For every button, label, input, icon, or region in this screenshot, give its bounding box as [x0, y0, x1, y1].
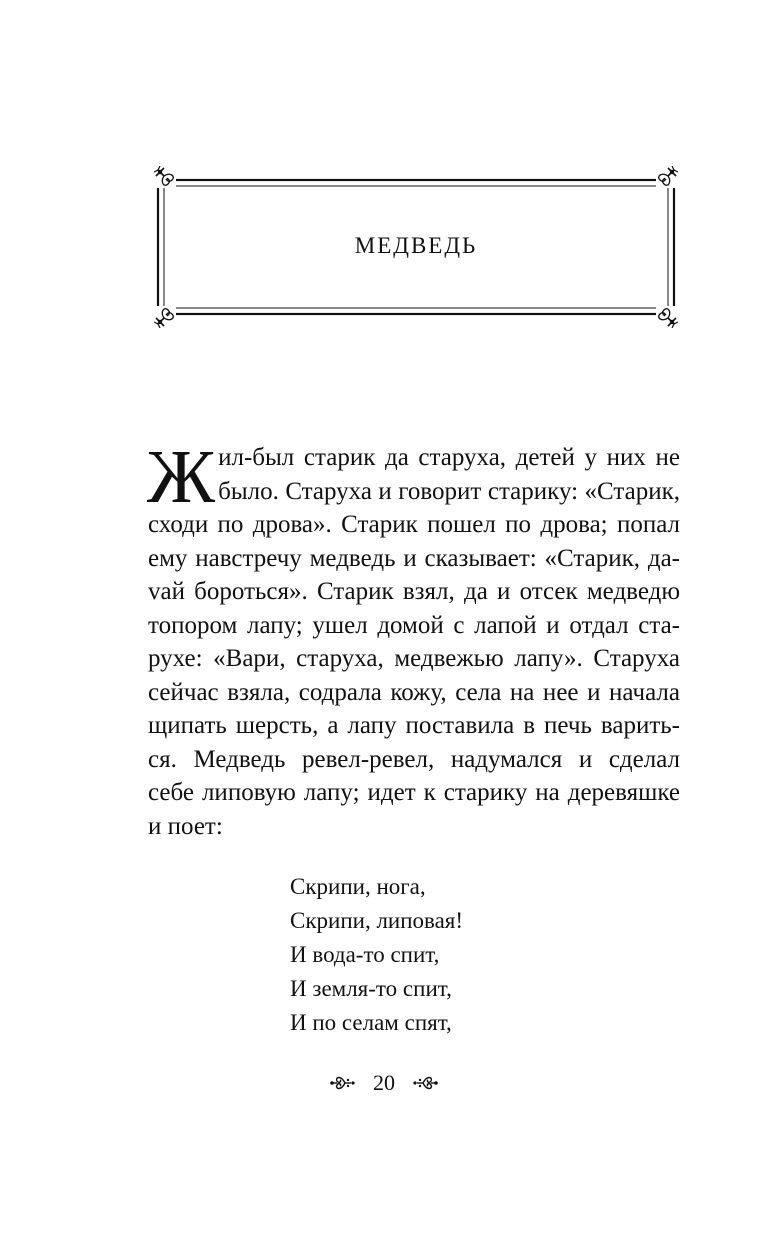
story-paragraph [147, 435, 680, 843]
page-footer [0, 1068, 768, 1098]
poem-line: Скрипи, липовая! [290, 908, 464, 933]
corner-ornament-icon [154, 166, 176, 188]
poem-line: Скрипи, нога, [290, 874, 426, 899]
flourish-ornament-icon [329, 1071, 361, 1095]
poem-line: И вода-то спит, [290, 942, 440, 967]
paragraph-text: ил-был старик да старуха, детей у них не было. Старуха и говорит старику: «Старик, сходи по дрова». Старик пошел по дрова; попал ему навстречу медведь и сказывает: «Старик, даvай бороться». Старик взял, да и отсек медведю топором лапу; ушел домой с лапой и отдал старухе: «Вари, старуха, медвежью лапу». Старуха сейчас взяла, содрала кожу, села на нее и начала щипать шерсть, а лапу поставила в печь вариться. Медведь ревел-ревел, надумался и сделал себе липовую лапу; идет к старику на деревяшке и поет: [148, 444, 680, 840]
flourish-ornament-icon [407, 1071, 439, 1095]
poem-line: И по селам спят, [290, 1010, 452, 1035]
poem-verse [290, 870, 463, 1040]
chapter-title: МЕДВЕДЬ [354, 233, 478, 258]
poem-line: И земля-то спит, [290, 976, 452, 1001]
drop-cap-letter: Ж [147, 435, 216, 519]
page-number: 20 [373, 1070, 395, 1095]
chapter-title-frame [154, 166, 678, 328]
